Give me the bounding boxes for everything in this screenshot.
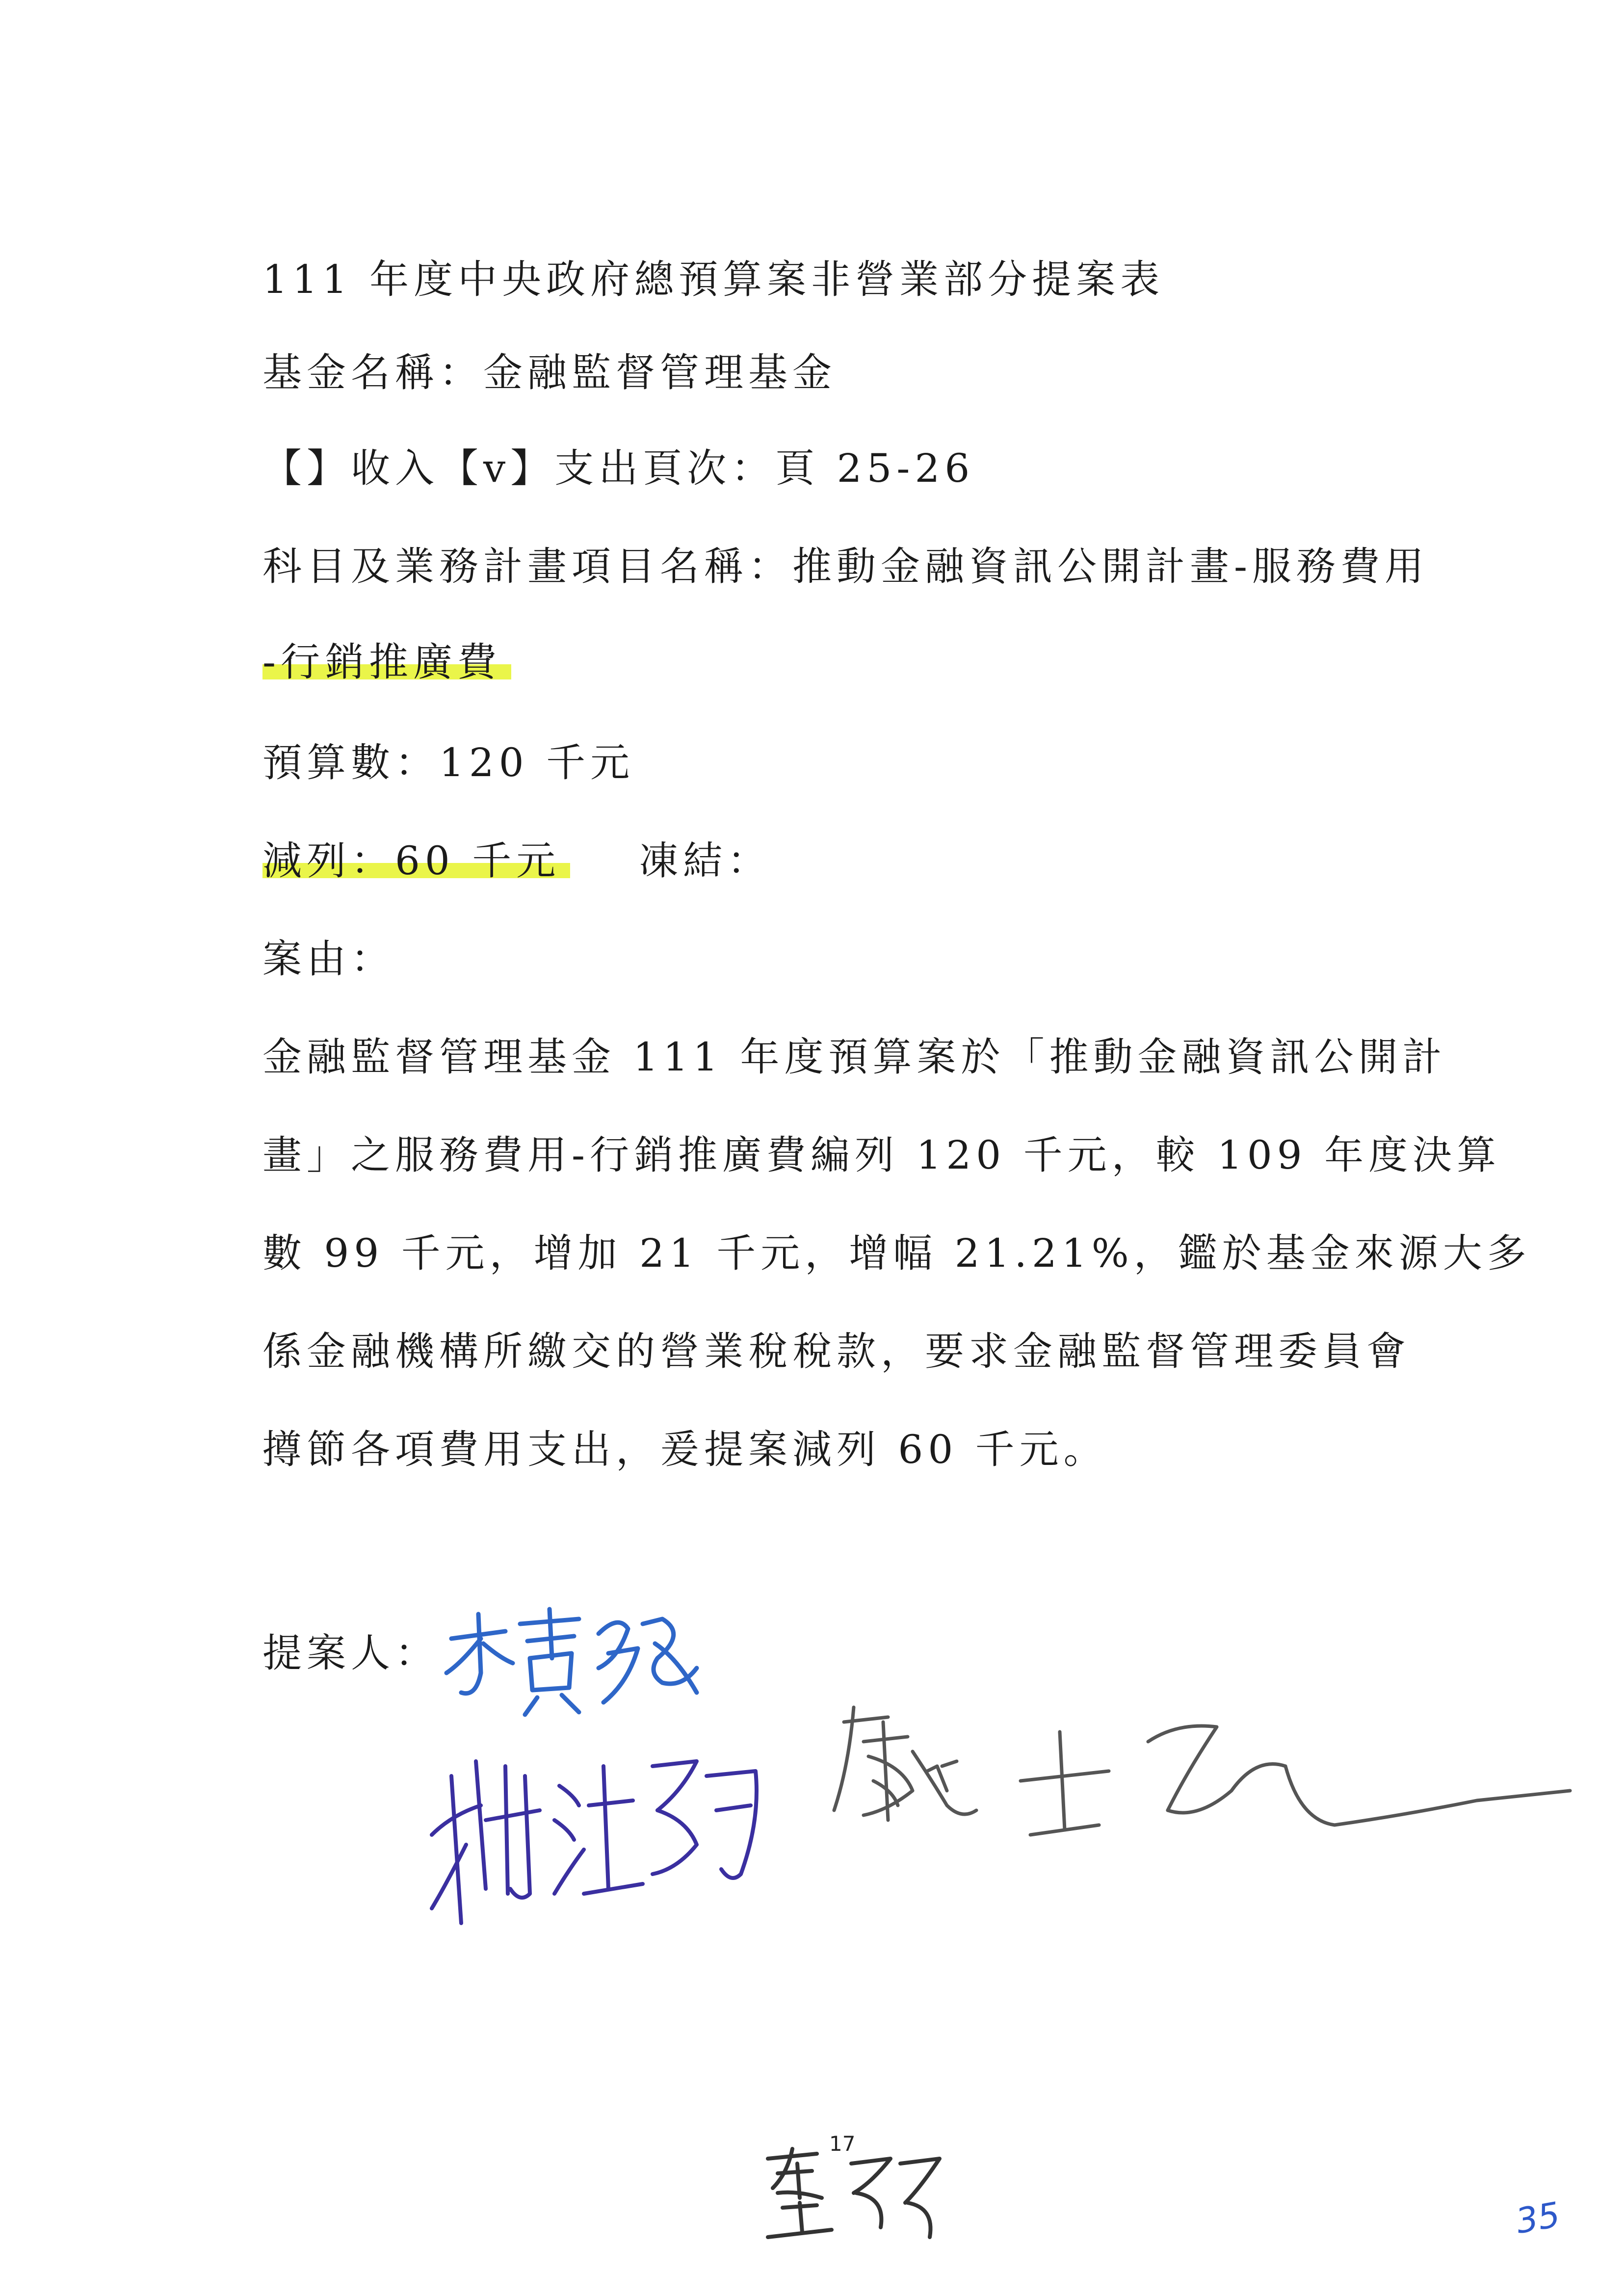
signature-4 (758, 2144, 954, 2247)
reason-line: 撙節各項費用支出，爰提案減列 60 千元。 (262, 1427, 1108, 1472)
reason-line: 數 99 千元，增加 21 千元，增幅 21.21%，鑑於基金來源大多 (262, 1230, 1531, 1276)
budget-amount: 預算數：120 千元 (262, 740, 635, 785)
freeze-label: 凍結： (639, 838, 772, 884)
signature-2 (422, 1747, 775, 1933)
reduction-amount: 減列：60 千元 (262, 838, 570, 884)
reason-label: 案由： (262, 936, 395, 982)
income-expense-line: 【】收入【v】支出頁次：頁 25-26 (262, 445, 975, 491)
proposer-label: 提案人： (262, 1630, 439, 1676)
reason-line: 係金融機構所繳交的營業稅稅款，要求金融監督管理委員會 (262, 1329, 1411, 1374)
form-title: 111 年度中央政府總預算案非營業部分提案表 (262, 257, 1165, 302)
reason-line: 金融監督管理基金 111 年度預算案於「推動金融資訊公開計 (262, 1034, 1447, 1080)
handwritten-page-mark: 35 (1513, 2194, 1563, 2242)
page-number: 17 (829, 2132, 856, 2156)
reason-line: 畫」之服務費用-行銷推廣費編列 120 千元，較 109 年度決算 (262, 1132, 1501, 1178)
reason-paragraph (262, 1008, 1531, 1499)
item-name-line-2 (262, 638, 511, 687)
fund-name: 基金名稱：金融監督管理基金 (262, 350, 837, 395)
signature-1 (432, 1604, 707, 1717)
item-name-line-1: 科目及業務計畫項目名稱：推動金融資訊公開計畫-服務費用 (262, 544, 1429, 589)
reduction-freeze-line (262, 836, 771, 886)
item-name-line-2-text: -行銷推廣費 (262, 639, 511, 685)
signature-3 (814, 1693, 1580, 1854)
